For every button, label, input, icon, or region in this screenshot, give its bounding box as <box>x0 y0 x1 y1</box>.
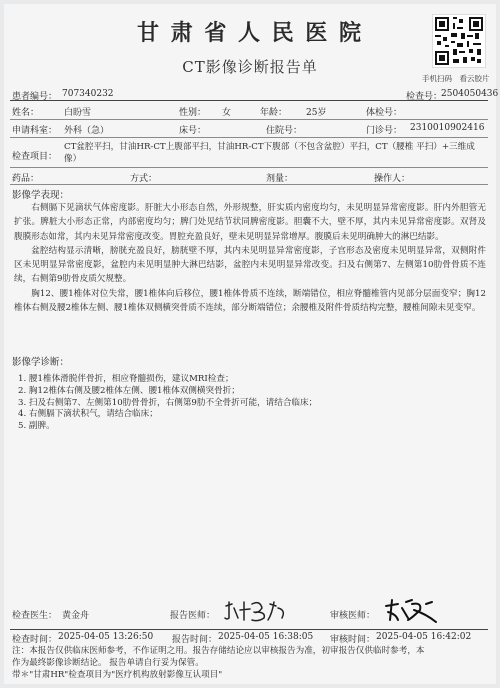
check-time: 2025-04-05 13:26:50 <box>58 632 154 642</box>
qr-code-icon[interactable] <box>432 14 486 68</box>
conclusion-item: 5. 副脾。 <box>18 421 55 432</box>
divider <box>10 629 488 630</box>
report-time-label: 报告时间： <box>172 635 218 645</box>
body-no-label: 体检号： <box>366 108 403 118</box>
age-label: 年龄： <box>260 108 288 118</box>
patient-age: 25岁 <box>306 108 327 118</box>
note-line: 注：本报告仅供临床医师参考，不作证明之用。报告存储结论应以审核报告为准，初审报告仅供临时参考，本 <box>12 646 425 656</box>
findings-heading: 影像学表现： <box>12 190 70 201</box>
report-sheet <box>4 4 499 684</box>
conclusion-heading: 影像学诊断： <box>12 357 70 368</box>
conclusion-item: 2. 胸12椎体右侧及腰2椎体左侧、腰1椎体双侧横突骨折； <box>18 385 240 396</box>
divider <box>10 137 488 138</box>
findings-paragraph: 胸12、腰1椎体对位失常，腰1椎体向后移位，腰1椎体骨质不连续，断端错位，相应脊髓椎管内见部分层面变窄；胸12椎体右侧及腰2椎体左侧、腰1椎体双侧横突骨质不连续，部分断端错位；余腰椎及附件骨质结构完整，腰椎间隙未见变窄。 <box>14 288 486 314</box>
conclusion-item: 3. 扫及右侧第7、左侧第10肋骨骨折，右侧第9肋不全骨折可能，请结合临床； <box>18 397 318 408</box>
inpatient-label: 住院号： <box>266 126 303 136</box>
conclusion-list <box>18 374 317 433</box>
outpatient-label: 门诊号： <box>366 126 403 136</box>
note-line: 作为最终影像诊断结论。 报告单请自行妥为保管。 <box>12 658 204 669</box>
footer-notes <box>12 645 492 682</box>
qr-caption: 手机扫码 看云胶片 <box>422 74 490 83</box>
findings-paragraph: 盆腔结构显示清晰，膀胱充盈良好，膀胱壁不厚，其内未见明显异常密度影，子宫形态及密度未见明显异常，双侧附件区未见明显异常密度影，盆腔内未见明显肿大淋巴结影，盆腔内未见明显异常改变。扫及右侧第7、左侧第10肋骨骨质不连续，右侧第9肋骨皮质欠规整。 <box>14 245 486 285</box>
patient-sex: 女 <box>222 108 232 118</box>
divider <box>10 167 488 168</box>
hospital-name: 甘 肃 省 人 民 医 院 <box>137 20 363 46</box>
reporter-label: 报告医师： <box>170 611 216 621</box>
conclusion-item: 4. 右侧膈下滴状积气，请结合临床； <box>18 409 158 420</box>
report-title: CT影像诊断报告单 <box>182 58 318 76</box>
exam-items <box>64 141 484 165</box>
patient-no-label: 患者编号： <box>12 92 58 102</box>
doctor-label: 检查医生： <box>12 611 58 621</box>
exam-line: CT盆腔平扫，甘油HR-CT上腹部平扫，甘油HR-CT下腹部（不包含盆腔）平扫，CT（腰椎 平扫）+三维成 <box>64 142 475 152</box>
review-time: 2025-04-05 16:42:02 <box>376 632 472 642</box>
doctor-name: 黄金舟 <box>62 611 90 621</box>
findings-paragraph: 右侧膈下见滴状气体密度影。肝脏大小形态自然，外形规整，肝实质内密度均匀，未见明显异常密度影。肝内外胆管无扩张。脾脏大小形态正常，内部密度均匀；脾门处见结节状同脾密度影。胆囊不大，壁不厚，其内未见异常密度影。双肾及腹膜形态如常，其内未见异常密度改变。胃腔充盈良好，壁未见明显异常增厚。腹膜后未见明确肿大的淋巴结影。 <box>14 203 486 242</box>
bed-label: 床号： <box>179 126 207 136</box>
dept: 外科（急） <box>64 126 110 136</box>
drug-label: 药品： <box>12 174 40 184</box>
reviewer-label: 审核医师： <box>330 611 376 621</box>
check-no: 2504050436 <box>441 89 499 99</box>
exam-line: 像） <box>64 154 82 164</box>
note-line: 带＊"甘肃HR"检查项目为"医疗机构放射影像互认项目" <box>12 670 223 681</box>
name-label: 姓名： <box>12 108 40 118</box>
divider <box>10 100 488 101</box>
check-time-label: 检查时间： <box>12 635 58 645</box>
outpatient-no: 2310010902416 <box>410 123 485 133</box>
reporter-signature <box>222 598 294 624</box>
patient-no: 707340232 <box>62 89 114 99</box>
operator-label: 操作人： <box>374 174 411 184</box>
dept-label: 申请科室： <box>12 126 58 136</box>
findings-text <box>14 201 486 315</box>
check-no-label: 检查号： <box>406 92 443 102</box>
divider <box>10 119 488 120</box>
exam-label: 检查项目： <box>12 152 58 162</box>
method-label: 方式： <box>130 174 158 184</box>
sex-label: 性别： <box>179 108 207 118</box>
divider <box>10 184 488 185</box>
patient-name: 白盼雪 <box>64 108 92 118</box>
review-time-label: 审核时间： <box>330 635 376 645</box>
report-time: 2025-04-05 16:38:05 <box>218 632 314 642</box>
dose-label: 剂量： <box>266 174 294 184</box>
conclusion-item: 1. 腰1椎体滑脱伴骨折，相应脊髓损伤，建议MRI检查； <box>18 374 234 384</box>
reviewer-signature <box>382 596 442 624</box>
